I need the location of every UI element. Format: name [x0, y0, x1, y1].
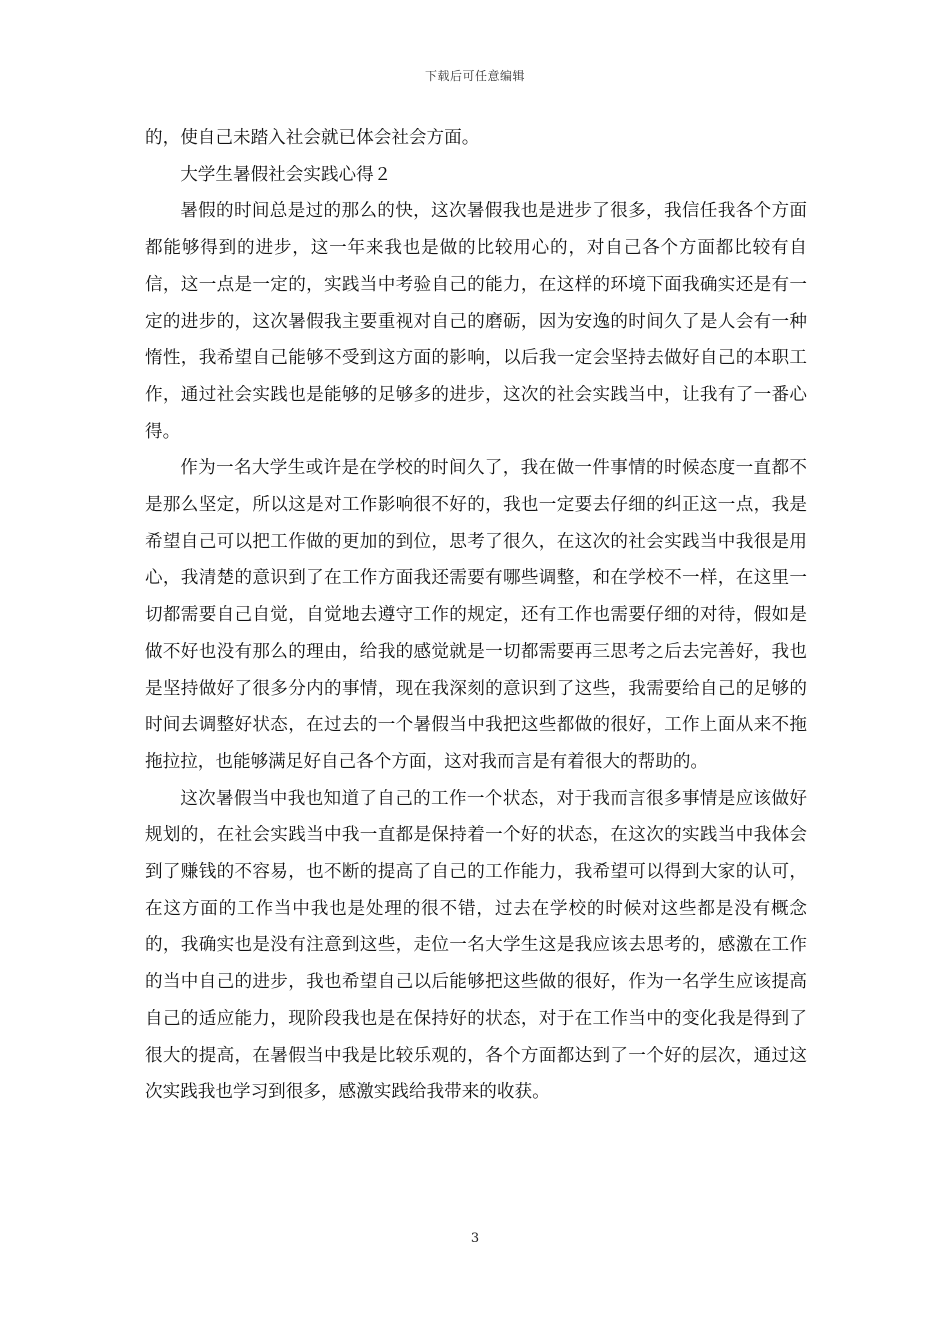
document-body: [145, 120, 807, 1111]
page-header: 下载后可任意编辑: [424, 69, 525, 83]
paragraph-continuation: 的，使自己未踏入社会就已体会社会方面。: [145, 128, 480, 148]
paragraph: 作为一名大学生或许是在学校的时间久了，我在做一件事情的时候态度一直都不是那么坚定，所以这是对工作影响很不好的，我也一定要去仔细的纠正这一点，我是希望自己可以把工作做的更加的到位，思考了很久，在这次的社会实践当中我很是用心，我清楚的意识到了在工作方面我还需要有哪些调整，和在学校不一样，在这里一切都需要自己自觉，自觉地去遵守工作的规定，还有工作也需要仔细的对待，假如是做不好也没有那么的理由，给我的感觉就是一切都需要再三思考之后去完善好，我也是坚持做好了很多分内的事情，现在我深刻的意识到了这些，我需要给自己的足够的时间去调整好状态，在过去的一个暑假当中我把这些都做的很好，工作上面从来不拖拖拉拉，也能够满足好自己各个方面，这对我而言是有着很大的帮助的。: [145, 458, 807, 772]
section-heading: 大学生暑假社会实践心得２: [180, 164, 392, 185]
page-number: 3: [470, 1231, 480, 1246]
paragraph: 暑假的时间总是过的那么的快，这次暑假我也是进步了很多，我信任我各个方面都能够得到的进步，这一年来我也是做的比较用心的，对自己各个方面都比较有自信，这一点是一定的，实践当中考验自己的能力，在这样的环境下面我确实还是有一定的进步的，这次暑假我主要重视对自己的磨砺，因为安逸的时间久了是人会有一种惰性，我希望自己能够不受到这方面的影响，以后我一定会坚持去做好自己的本职工作，通过社会实践也是能够的足够多的进步，这次的社会实践当中，让我有了一番心得。: [145, 201, 807, 442]
paragraph: 这次暑假当中我也知道了自己的工作一个状态，对于我而言很多事情是应该做好规划的，在社会实践当中我一直都是保持着一个好的状态，在这次的实践当中我体会到了赚钱的不容易，也不断的提高了自己的工作能力，我希望可以得到大家的认可，在这方面的工作当中我也是处理的很不错，过去在学校的时候对这些都是没有概念的，我确实也是没有注意到这些，走位一名大学生这是我应该去思考的，感激在工作的当中自己的进步，我也希望自己以后能够把这些做的很好，作为一名学生应该提高自己的适应能力，现阶段我也是在保持好的状态，对于在工作当中的变化我是得到了很大的提高，在暑假当中我是比较乐观的，各个方面都达到了一个好的层次，通过这次实践我也学习到很多，感激实践给我带来的收获。: [145, 788, 807, 1103]
